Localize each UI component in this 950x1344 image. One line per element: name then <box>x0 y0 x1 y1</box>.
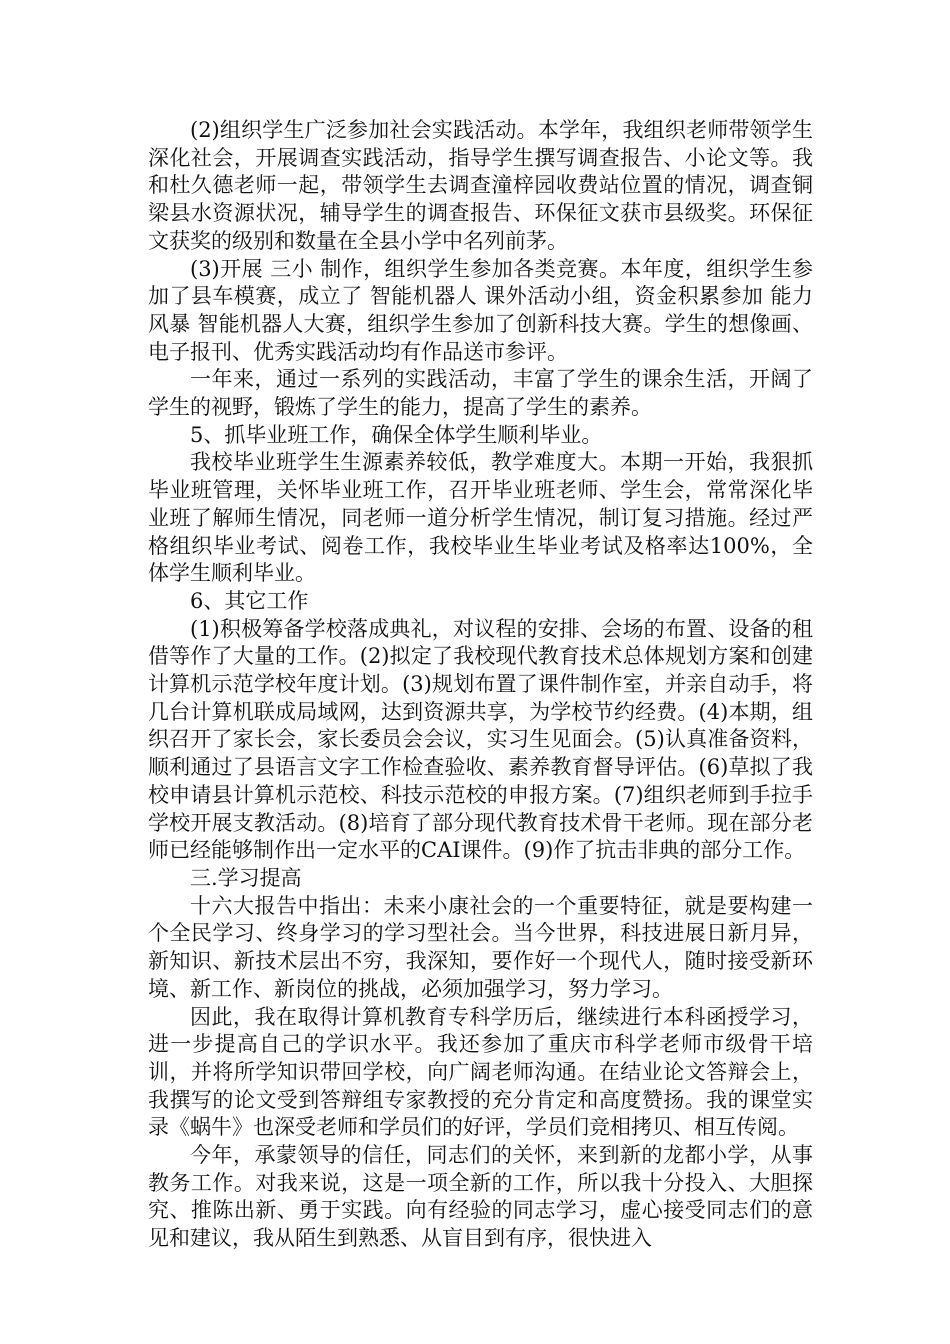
paragraph-study-report: 十六大报告中指出：未来小康社会的一个重要特征，就是要构建一个全民学习、终身学习的学习型社会。当今世界，科技进展日新月异，新知识、新技术层出不穷，我深知，要作好一个现代人，随时接受新环境、新工作、新岗位的挑战，必须加强学习，努力学习。 <box>148 893 813 1001</box>
paragraph-other-work: (1)积极筹备学校落成典礼，对议程的安排、会场的布置、设备的租借等作了大量的工作。(2)拟定了我校现代教育技术总体规划方案和创建计算机示范学校年度计划。(3)规划布置了课件制作室，并亲自动手，将几台计算机联成局域网，达到资源共享，为学校节约经费。(4)本期，组织召开了家长会，家长委员会会议，实习生见面会。(5)认真准备资料，顺利通过了县语言文字工作检查验收、素养教育督导评估。(6)草拟了我校申请县计算机示范校、科技示范校的申报方案。(7)组织老师到手拉手学校开展支教活动。(8)培育了部分现代教育技术骨干老师。现在部分老师已经能够制作出一定水平的CAI课件。(9)作了抗击非典的部分工作。 <box>148 616 813 863</box>
heading-study: 三.学习提高 <box>190 865 302 890</box>
paragraph-study-degree: 因此，我在取得计算机教育专科学历后，继续进行本科函授学习，进一步提高自己的学识水平。我还参加了重庆市科学老师市级骨干培训，并将所学知识带回学校，向广阔老师沟通。在结业论文答辩会上，我撰写的论文受到答辩组专家教授的充分肯定和高度赞扬。我的课堂实录《蜗牛》也深受老师和学员们的好评，学员们竞相拷贝、相互传阅。 <box>148 1004 813 1140</box>
document-page <box>148 117 813 1253</box>
heading-graduation-class: 5、抓毕业班工作，确保全体学生顺利毕业。 <box>190 422 603 447</box>
paragraph-three-small: (3)开展 三小 制作，组织学生参加各类竞赛。本年度，组织学生参加了县车模赛，成立了 智能机器人 课外活动小组，资金积累参加 能力风暴 智能机器人大赛，组织学生参加了创新科技大赛。学生的想像画、电子报刊、优秀实践活动均有作品送市参评。 <box>148 256 813 364</box>
paragraph-this-year: 今年，承蒙领导的信任，同志们的关怀，来到新的龙都小学，从事教务工作。对我来说，这是一项全新的工作，所以我十分投入、大胆探究、推陈出新、勇于实践。向有经验的同志学习，虚心接受同志们的意见和建议，我从陌生到熟悉、从盲目到有序，很快进入 <box>148 1143 813 1251</box>
paragraph-year-summary: 一年来，通过一系列的实践活动，丰富了学生的课余生活，开阔了学生的视野，锻炼了学生的能力，提高了学生的素养。 <box>148 367 813 420</box>
paragraph-social-practice: (2)组织学生广泛参加社会实践活动。本学年，我组织老师带领学生深化社会，开展调查实践活动，指导学生撰写调查报告、小论文等。我和杜久德老师一起，带领学生去调查潼梓园收费站位置的情况，调查铜梁县水资源状况，辅导学生的调查报告、环保征文获市县级奖。环保征文获奖的级别和数量在全县小学中名列前茅。 <box>148 118 813 253</box>
heading-other-work: 6、其它工作 <box>190 588 309 613</box>
paragraph-graduation-class: 我校毕业班学生生源素养较低，教学难度大。本期一开始，我狠抓毕业班管理，关怀毕业班工作，召开毕业班老师、学生会，常常深化毕业班了解师生情况，同老师一道分析学生情况，制订复习措施。经过严格组织毕业考试、阅卷工作，我校毕业生毕业考试及格率达100%，全体学生顺利毕业。 <box>148 450 813 586</box>
